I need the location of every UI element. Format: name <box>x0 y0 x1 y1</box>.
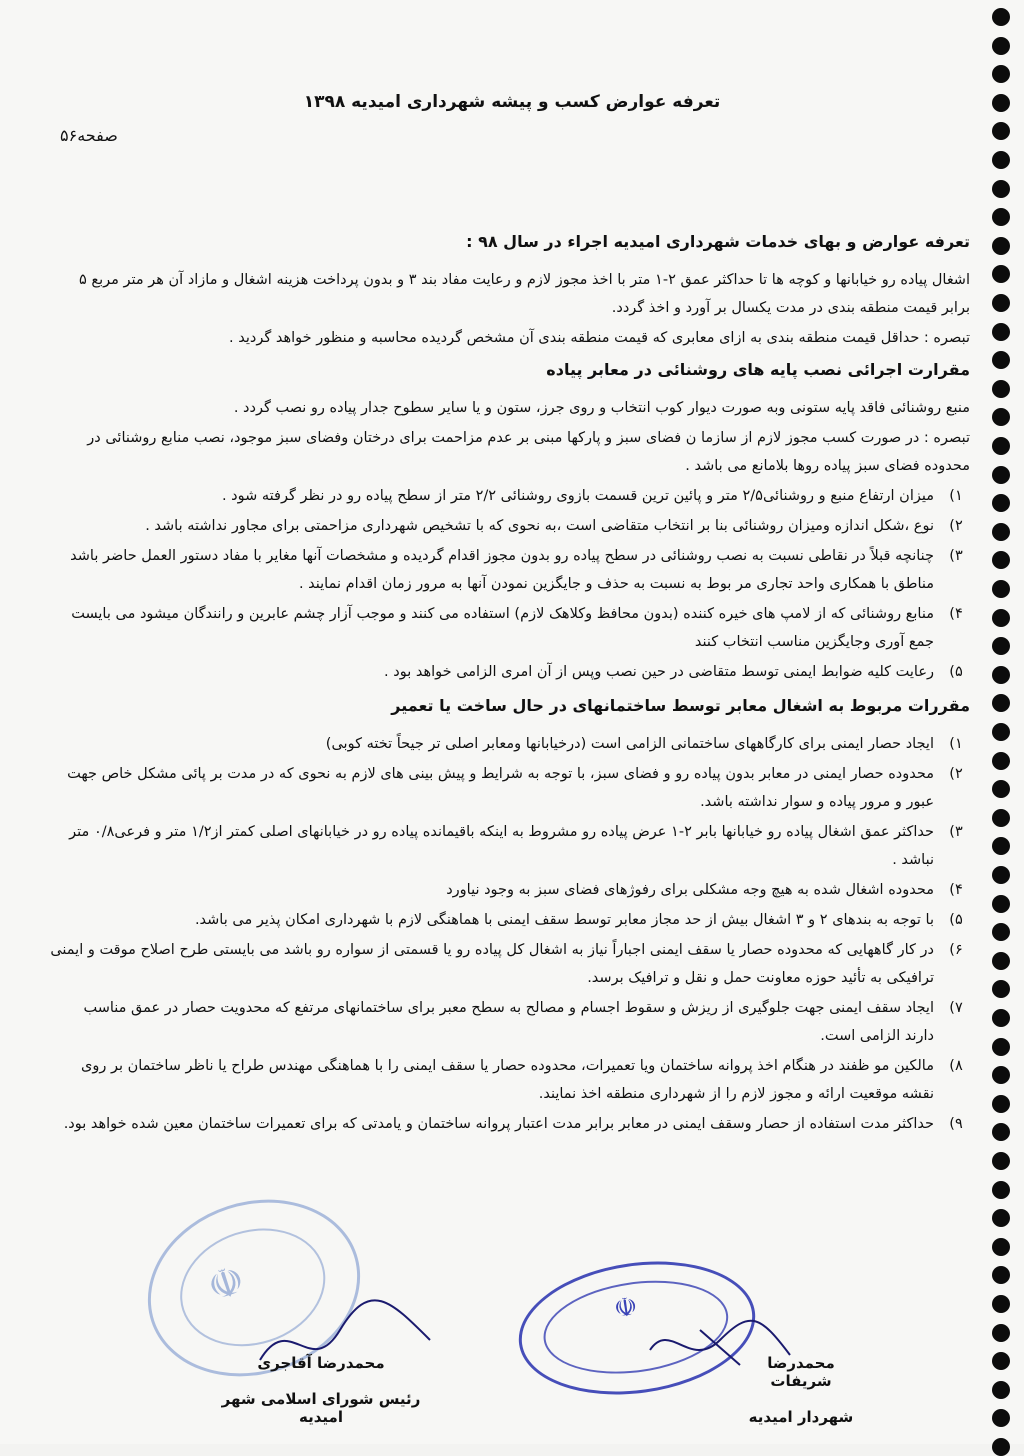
binding-hole <box>992 265 1010 283</box>
item-text: ایجاد سقف ایمنی جهت جلوگیری از ریزش و سقوط اجسام و مصالح به سطح معبر برای ساختمانهای مرتفع که محدویت حصار در عمق مناسب دارند الزامی است. <box>83 1000 934 1044</box>
binding-hole <box>992 8 1010 26</box>
binding-hole <box>992 1352 1010 1370</box>
binding-hole <box>992 208 1010 226</box>
lighting-list <box>50 482 970 686</box>
lighting-note: تبصره : در صورت کسب مجوز لازم از سازما ن فضای سبز و پارکها مبنی بر عدم مزاحمت برای درختان وفضای سبز موجود، نصب منابع روشنائی در محدوده فضای سبز پیاده روها بلامانع می باشد . <box>87 430 970 474</box>
binding-hole <box>992 1009 1010 1027</box>
item-text: محدوده اشغال شده به هیچ وجه مشکلی برای رفوژهای فضای سبز به وجود نیاورد <box>446 882 934 898</box>
binding-hole <box>992 837 1010 855</box>
binding-hole <box>992 1038 1010 1056</box>
item-text: رعایت کلیه ضوابط ایمنی توسط متقاضی در حین نصب وپس از آن امری الزامی خواهد بود . <box>384 664 934 680</box>
item-number: ۳) <box>949 548 963 564</box>
construction-list <box>50 730 970 1138</box>
intro-paragraph: اشغال پیاده رو خیابانها و کوچه ها تا حداکثر عمق ۲-۱ متر با اخذ مجوز لازم و رعایت مفاد بند ۳ و بدون پرداخت هزینه اشغال و مازاد آن هر متر مربع ۵ برابر قیمت منطقه بندی در مدت یکسال بر آورد و اخذ گردد. <box>78 272 970 316</box>
list-item <box>50 906 970 934</box>
binding-hole <box>992 1409 1010 1427</box>
construction-heading: مقررات مربوط به اشغال معابر توسط ساختمانهای در حال ساخت یا تعمیر <box>391 696 970 715</box>
binding-hole <box>992 323 1010 341</box>
emblem-icon: ☫ <box>612 1291 640 1325</box>
list-item <box>50 542 970 598</box>
item-number: ۱) <box>949 736 963 752</box>
binding-hole <box>992 122 1010 140</box>
binding-hole <box>992 494 1010 512</box>
list-item <box>50 1052 970 1108</box>
item-text: در کار گاههایی که محدوده حصار یا سقف ایمنی اجباراً نیاز به اشغال کل پیاده رو یا قسمتی از سواره رو باشد می بایستی طرح اصلاح موقت و ایمنی ترافیکی به تأئید حوزه معاونت حمل و نقل و ترافیک برسد. <box>50 942 934 986</box>
binding-hole <box>992 1324 1010 1342</box>
item-text: چنانچه قبلاً در نقاطی نسبت به نصب روشنائی در سطح پیاده رو بدون مجوز اقدام گردیده و مشخصات آنها مغایر با مفاد دستور العمل حاضر باشد مناطق با همکاری واحد تجاری مر بوط به نسبت به حذف و جایگزین نمودن آنها به مرور زمان اقدام نمایند . <box>70 548 934 592</box>
mayor-name: محمدرضا شریفات <box>767 1354 835 1390</box>
binding-hole <box>992 65 1010 83</box>
list-item <box>50 482 970 510</box>
binding-hole <box>992 723 1010 741</box>
item-text: منابع روشنائی که از لامپ های خیره کننده (بدون محافظ وکلاهک لازم) استفاده می کنند و موجب آزار چشم عابرین و رانندگان میشود می بایست جمع آوری وجایگزین مناسب انتخاب کنند <box>71 606 934 650</box>
page-number: صفحه۵۶ <box>60 126 118 145</box>
binding-hole <box>992 523 1010 541</box>
binding-hole <box>992 466 1010 484</box>
item-number: ۱) <box>949 488 963 504</box>
intro-heading: تعرفه عوارض و بهای خدمات شهرداری امیدیه اجراء در سال ۹۸ : <box>466 232 970 251</box>
binding-hole <box>992 895 1010 913</box>
binding-hole <box>992 980 1010 998</box>
binding-hole <box>992 551 1010 569</box>
list-item <box>50 1110 970 1138</box>
council-chair-role: رئیس شورای اسلامی شهر امیدیه <box>221 1390 421 1426</box>
spiral-binding <box>988 0 1010 1444</box>
binding-hole <box>992 151 1010 169</box>
mayor-signature-block <box>736 1354 866 1426</box>
list-item <box>50 600 970 656</box>
binding-hole <box>992 180 1010 198</box>
item-number: ۵) <box>949 664 963 680</box>
item-number: ۲) <box>949 766 963 782</box>
binding-hole <box>992 866 1010 884</box>
item-number: ۴) <box>949 882 963 898</box>
intro-note: تبصره : حداقل قیمت منطقه بندی به ازای معابری که قیمت منطقه بندی آن مشخص گردیده محاسبه و منظور خواهد گردید . <box>229 330 970 346</box>
binding-hole <box>992 1152 1010 1170</box>
list-item <box>50 994 970 1050</box>
council-chair-name: محمدرضا آقاجری <box>257 1354 385 1372</box>
binding-hole <box>992 780 1010 798</box>
mayor-role: شهردار امیدیه <box>748 1408 854 1426</box>
binding-hole <box>992 580 1010 598</box>
item-number: ۹) <box>949 1116 963 1132</box>
list-item <box>50 658 970 686</box>
item-text: حداکثر عمق اشغال پیاده رو خیابانها بابر ۲-۱ عرض پیاده رو مشروط به اینکه باقیمانده پیاده رو در خیابانهای اصلی کمتر از۱/۲ متر و فرعی۰/۸ متر نباشد . <box>69 824 934 868</box>
item-text: مالکین مو ظفند در هنگام اخذ پروانه ساختمان ویا تعمیرات، محدوده حصار یا سقف ایمنی را با هماهنگی مهندس طراح یا ناظر ساختمان بر روی نقشه موقعیت ارائه و مجوز لازم را از شهرداری منطقه اخذ نمایند. <box>80 1058 934 1102</box>
binding-hole <box>992 37 1010 55</box>
binding-hole <box>992 752 1010 770</box>
list-item <box>50 818 970 874</box>
item-text: حداکثر مدت استفاده از حصار وسقف ایمنی در معابر برابر مدت اعتبار پروانه ساختمان و یامدتی که برای تعمیرات ساختمان معین شده خواهد بود. <box>63 1116 934 1132</box>
binding-hole <box>992 666 1010 684</box>
item-number: ۶) <box>949 942 963 958</box>
binding-hole <box>992 1295 1010 1313</box>
lighting-paragraph: منبع روشنائی فاقد پایه ستونی وبه صورت دیوار کوب انتخاب و روی جرز، ستون و یا سایر سطوح جدار پیاده رو نصب گردد . <box>233 400 970 416</box>
item-text: محدوده حصار ایمنی در معابر بدون پیاده رو و فضای سبز، با توجه به شرایط و پیش بینی های لازم به نحوی که در مدت بر پائی مشکل خاص جهت عبور و مرور پیاده و سوار نداشته باشد. <box>67 766 934 810</box>
lighting-heading: مقرارت اجرائی نصب پایه های روشنائی در معابر پیاده <box>546 360 970 379</box>
binding-hole <box>992 1123 1010 1141</box>
binding-hole <box>992 351 1010 369</box>
binding-hole <box>992 1066 1010 1084</box>
item-number: ۴) <box>949 606 963 622</box>
item-text: ایجاد حصار ایمنی برای کارگاههای ساختمانی الزامی است (درخیابانها ومعابر اصلی تر جیحاً تخته کوبی) <box>325 736 934 752</box>
binding-hole <box>992 1381 1010 1399</box>
binding-hole <box>992 408 1010 426</box>
item-number: ۲) <box>949 518 963 534</box>
item-number: ۵) <box>949 912 963 928</box>
binding-hole <box>992 237 1010 255</box>
list-item <box>50 936 970 992</box>
document-title: تعرفه عوارض کسب و پیشه شهرداری امیدیه ۱۳۹۸ <box>303 92 721 112</box>
binding-hole <box>992 1438 1010 1456</box>
list-item <box>50 512 970 540</box>
list-item <box>50 876 970 904</box>
binding-hole <box>992 923 1010 941</box>
binding-hole <box>992 1181 1010 1199</box>
item-text: میزان ارتفاع منبع و روشنائی۲/۵ متر و پائین ترین قسمت بازوی روشنائی ۲/۲ متر از سطح پیاده رو در نظر گرفته شود . <box>221 488 934 504</box>
binding-hole <box>992 1209 1010 1227</box>
binding-hole <box>992 609 1010 627</box>
emblem-icon: ☫ <box>202 1256 251 1312</box>
list-item <box>50 730 970 758</box>
binding-hole <box>992 437 1010 455</box>
binding-hole <box>992 952 1010 970</box>
item-number: ۷) <box>949 1000 963 1016</box>
item-number: ۸) <box>949 1058 963 1074</box>
council-signature-block <box>206 1354 436 1426</box>
list-item <box>50 760 970 816</box>
binding-hole <box>992 380 1010 398</box>
binding-hole <box>992 1095 1010 1113</box>
item-number: ۳) <box>949 824 963 840</box>
item-text: با توجه به بندهای ۲ و ۳ اشغال بیش از حد مجاز معابر توسط سقف ایمنی با هماهنگی لازم با شهرداری امکان پذیر می باشد. <box>194 912 934 928</box>
binding-hole <box>992 637 1010 655</box>
binding-hole <box>992 1266 1010 1284</box>
binding-hole <box>992 809 1010 827</box>
document-body <box>50 224 970 1140</box>
binding-hole <box>992 694 1010 712</box>
binding-hole <box>992 294 1010 312</box>
item-text: نوع ،شکل اندازه ومیزان روشنائی بنا بر انتخاب متقاضی است ،به نحوی که با تشخیص شهرداری مزاحمتی برای مجاور نداشته باشد . <box>145 518 934 534</box>
binding-hole <box>992 1238 1010 1256</box>
